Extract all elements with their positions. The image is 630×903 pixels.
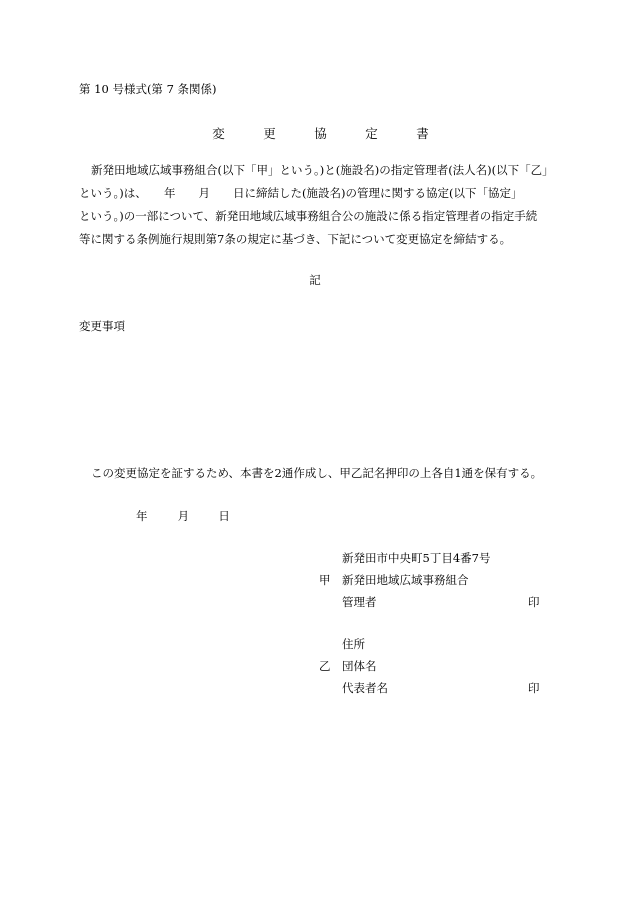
party-b-role: 代表者名 bbox=[342, 681, 388, 695]
party-a-address: 新発田市中央町5丁目4番7号 bbox=[342, 551, 491, 565]
body-line-4: 等に関する条例施行規則第7条の規定に基づき、下記について変更協定を締結する。 bbox=[79, 232, 512, 246]
party-a-role: 管理者 bbox=[342, 595, 377, 609]
document-title: 変 更 協 定 書 bbox=[212, 126, 442, 141]
party-a-mark: 甲 bbox=[319, 573, 331, 587]
party-a-seal-mark: 印 bbox=[528, 595, 540, 609]
body-line-2: という。)は、 年 月 日に締結した(施設名)の管理に関する協定(以下「協定」 bbox=[79, 186, 523, 200]
party-b-seal-mark: 印 bbox=[528, 681, 540, 695]
ki-heading: 記 bbox=[309, 273, 321, 287]
party-b-name: 団体名 bbox=[342, 659, 377, 673]
date-month: 月 bbox=[177, 509, 190, 523]
body-line-1: 新発田地域広域事務組合(以下「甲」という。)と(施設名)の指定管理者(法人名)(以下「乙」 bbox=[91, 163, 554, 177]
change-items-label: 変更事項 bbox=[79, 319, 125, 333]
date-line bbox=[136, 509, 230, 523]
party-b-mark: 乙 bbox=[319, 659, 331, 673]
closing-statement: この変更協定を証するため、本書を2通作成し、甲乙記名押印の上各自1通を保有する。 bbox=[91, 466, 543, 480]
party-b-address: 住所 bbox=[342, 637, 365, 651]
body-line-3: という。)の一部について、新発田地域広域事務組合公の施設に係る指定管理者の指定手続 bbox=[79, 209, 538, 223]
form-number-label: 第 10 号様式(第 7 条関係) bbox=[79, 82, 217, 96]
date-year: 年 bbox=[136, 509, 148, 523]
party-a-name: 新発田地域広域事務組合 bbox=[342, 573, 469, 587]
date-day: 日 bbox=[218, 509, 230, 523]
